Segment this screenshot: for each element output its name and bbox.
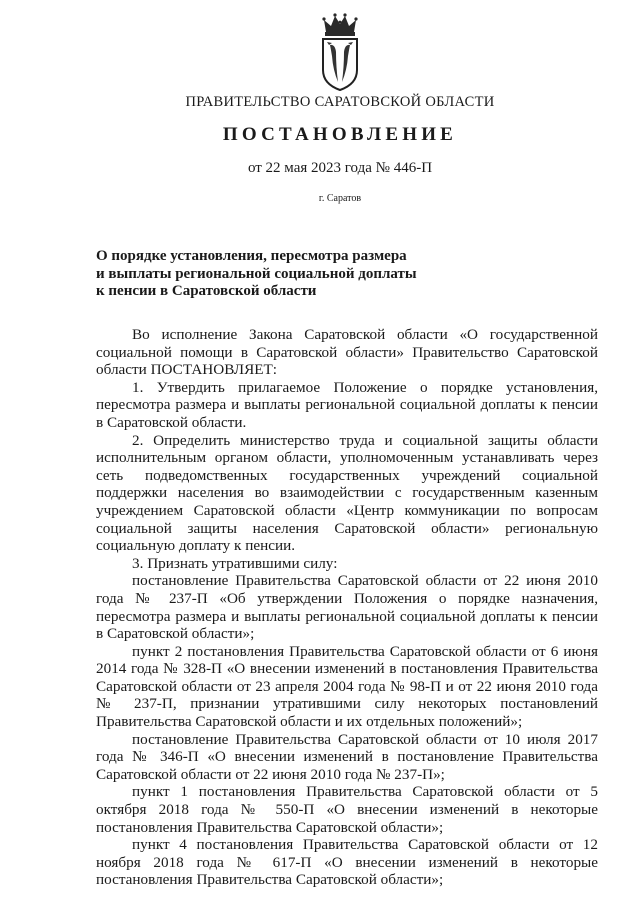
body-paragraph: пункт 2 постановления Правительства Саратовской области от 6 июня 2014 года № 328-П «О внесении изменений в постановления Правительства Саратовской области от 23 апреля 2004 года № 98-П и от 22 июня 2010 года № 237-П, признании утратившими силу некоторых постановлений Правительства Саратовской области и их отдельных положений»; bbox=[96, 642, 598, 731]
body-paragraph: 2. Определить министерство труда и социальной защиты области исполнительным органом области, уполномоченным устанавливать через сеть подведомственных государственных учреждений социальной поддержки населения во взаимодействии с государственным казенным учреждением Саратовской области «Центр коммуникации по вопросам социальной защиты населения Саратовской области» региональную социальную доплату к пенсии. bbox=[96, 431, 598, 555]
body-paragraph: постановление Правительства Саратовской области от 22 июня 2010 года № 237-П «Об утверждении Положения о порядке назначения, пересмотра размера и выплаты региональной социальной доплаты к пенсии в Саратовской области»; bbox=[96, 572, 598, 643]
document-body bbox=[96, 326, 598, 889]
body-paragraph: Во исполнение Закона Саратовской области «О государственной социальной помощи в Саратовской области» Правительство Саратовской области ПОСТАНОВЛЯЕТ: bbox=[96, 326, 598, 379]
body-paragraph: 1. Утвердить прилагаемое Положение о порядке установления, пересмотра размера и выплаты региональной социальной доплаты к пенсии в Саратовской области. bbox=[96, 378, 598, 431]
document-subject bbox=[96, 248, 436, 301]
coat-of-arms-icon bbox=[318, 12, 362, 92]
subject-line: и выплаты региональной социальной доплаты bbox=[96, 265, 417, 282]
body-paragraph: пункт 1 постановления Правительства Саратовской области от 5 октября 2018 года № 550-П «О внесении изменений в некоторые постановления Правительства Саратовской области»; bbox=[96, 783, 598, 836]
body-paragraph: постановление Правительства Саратовской области от 10 июля 2017 года № 346-П «О внесении изменений в постановление Правительства Саратовской области от 22 июня 2010 года № 237-П»; bbox=[96, 730, 598, 783]
government-name: ПРАВИТЕЛЬСТВО САРАТОВСКОЙ ОБЛАСТИ bbox=[185, 94, 495, 110]
document-type: ПОСТАНОВЛЕНИЕ bbox=[222, 124, 458, 145]
document-city: г. Саратов bbox=[318, 193, 362, 204]
document-date-number: от 22 мая 2023 года № 446-П bbox=[247, 160, 433, 176]
body-paragraph: 3. Признать утратившими силу: bbox=[132, 554, 338, 572]
subject-line: О порядке установления, пересмотра размера bbox=[96, 248, 407, 264]
subject-line: к пенсии в Саратовской области bbox=[96, 283, 317, 299]
body-paragraph: пункт 4 постановления Правительства Саратовской области от 12 ноября 2018 года № 617-П «О внесении изменений в некоторые постановления Правительства Саратовской области»; bbox=[96, 836, 598, 889]
